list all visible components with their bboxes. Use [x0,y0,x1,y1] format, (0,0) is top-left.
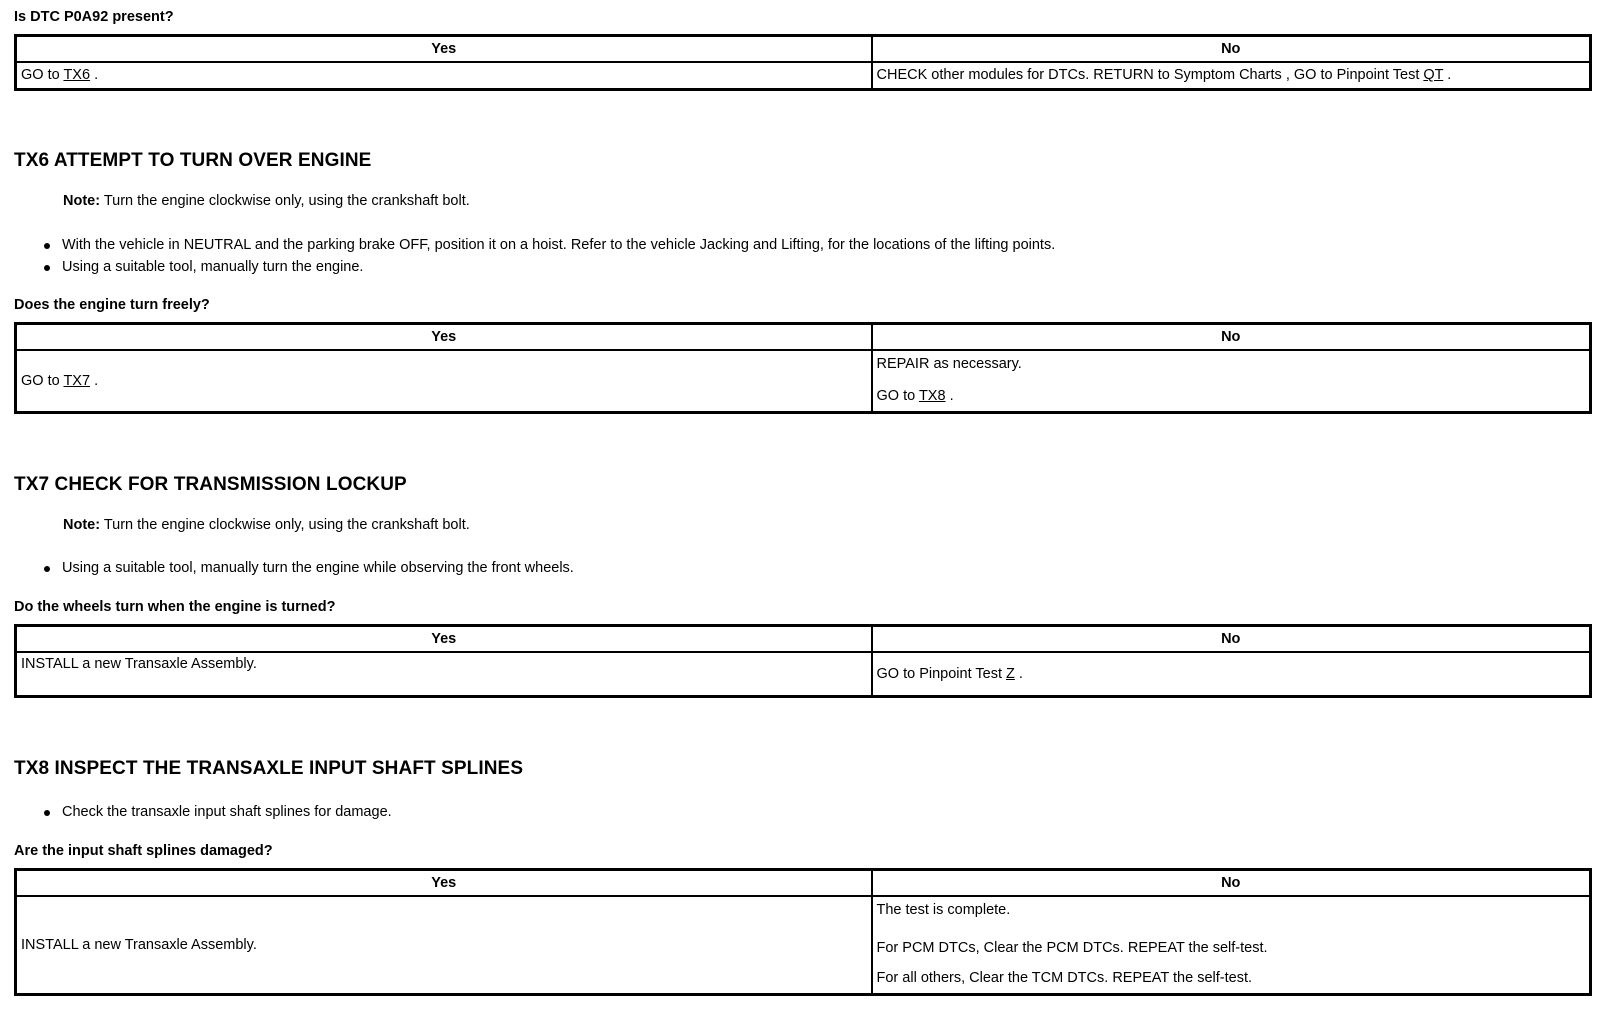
question-splines-damaged: Are the input shaft splines damaged? [14,843,273,859]
cell-no: GO to Pinpoint Test Z . [872,652,1591,696]
question-dtc-present: Is DTC P0A92 present? [14,9,174,25]
cell-no: CHECK other modules for DTCs. RETURN to Symptom Charts , GO to Pinpoint Test QT . [872,62,1591,89]
link-tx7[interactable]: TX7 [63,373,91,389]
list-item: Using a suitable tool, manually turn the engine while observing the front wheels. [14,557,574,579]
link-tx8[interactable]: TX8 [918,388,946,404]
header-no: No [872,626,1591,653]
bullet-list-tx6 [14,234,1055,278]
list-item: Check the transaxle input shaft splines for damage. [14,801,392,823]
header-no: No [872,870,1591,897]
cell-yes: GO to TX6 . [16,62,872,89]
yes-no-table-dtc [14,34,1592,91]
question-wheels-turn: Do the wheels turn when the engine is turned? [14,599,336,615]
cell-yes: GO to TX7 . [16,350,872,413]
header-yes: Yes [16,36,872,63]
cell-yes: INSTALL a new Transaxle Assembly. [16,652,872,696]
header-yes: Yes [16,626,872,653]
yes-no-table-tx8 [14,868,1592,996]
heading-tx7: TX7 CHECK FOR TRANSMISSION LOCKUP [14,474,407,495]
question-engine-turn: Does the engine turn freely? [14,297,210,313]
cell-yes: INSTALL a new Transaxle Assembly. [16,896,872,995]
heading-tx8: TX8 INSPECT THE TRANSAXLE INPUT SHAFT SPLINES [14,758,524,779]
heading-tx6: TX6 ATTEMPT TO TURN OVER ENGINE [14,150,372,171]
header-yes: Yes [16,324,872,351]
link-z[interactable]: Z [1006,665,1015,682]
list-item: With the vehicle in NEUTRAL and the parking brake OFF, position it on a hoist. Refer to the vehicle Jacking and Lifting, for the locations of the lifting points. [14,234,1055,256]
link-tx6[interactable]: TX6 [63,67,91,84]
note-tx7: Note: Turn the engine clockwise only, using the crankshaft bolt. [63,517,470,533]
header-no: No [872,324,1591,351]
note-tx6: Note: Turn the engine clockwise only, using the crankshaft bolt. [63,193,470,209]
cell-no: The test is complete. For PCM DTCs, Clear the PCM DTCs. REPEAT the self-test. For all others, Clear the TCM DTCs. REPEAT the self-test. [872,896,1591,995]
yes-no-table-tx6 [14,322,1592,414]
link-qt[interactable]: QT [1423,67,1444,84]
yes-no-table-tx7 [14,624,1592,698]
cell-no: REPAIR as necessary. GO to TX8 . [872,350,1591,413]
list-item: Using a suitable tool, manually turn the engine. [14,256,1055,278]
header-yes: Yes [16,870,872,897]
bullet-list-tx7 [14,557,574,579]
header-no: No [872,36,1591,63]
bullet-list-tx8 [14,801,392,823]
